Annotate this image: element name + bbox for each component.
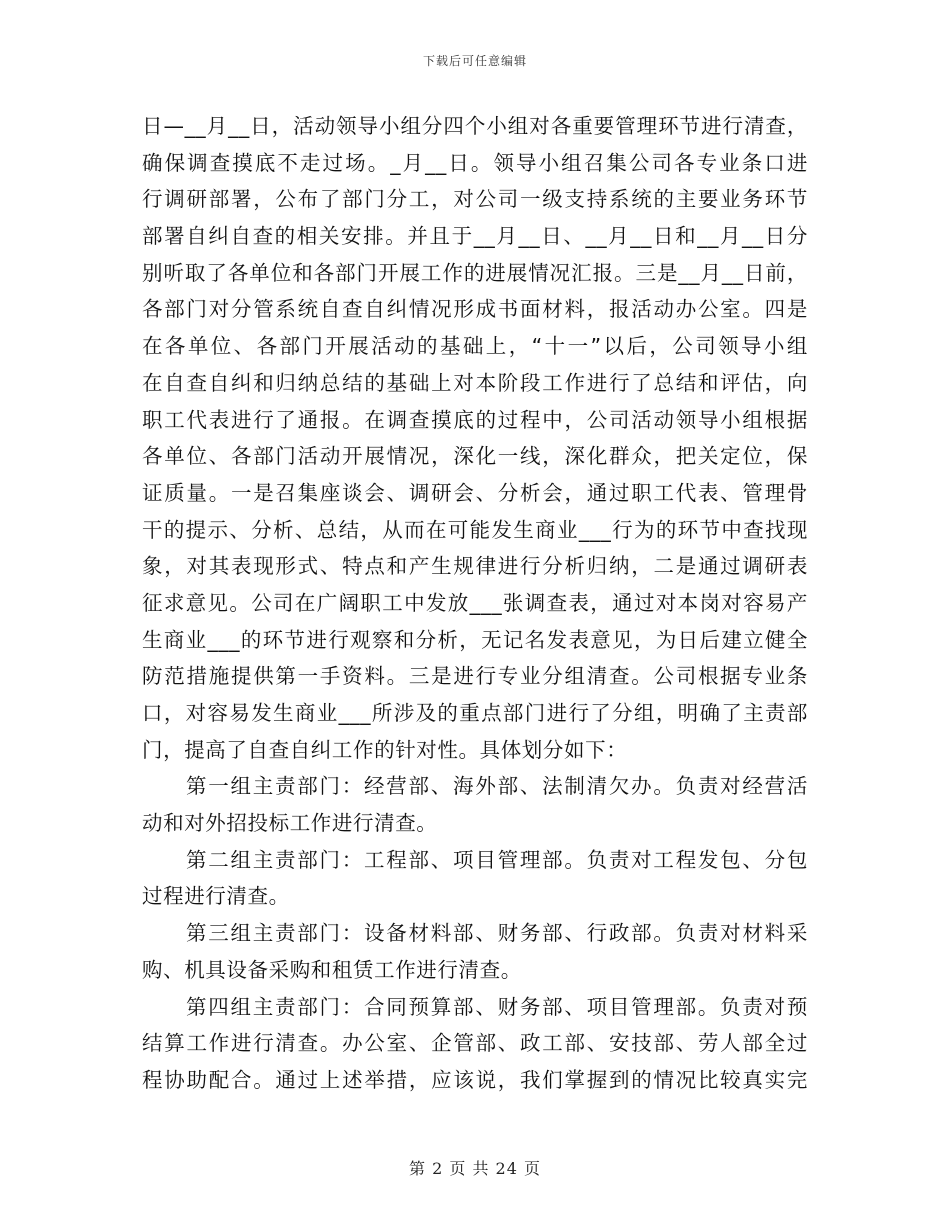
- body-line: 确保调查摸底不走过场。_月__日。领导小组召集公司各专业条口进: [142, 150, 808, 175]
- page-header: 下载后可任意编辑: [422, 54, 527, 68]
- body-line: 结算工作进行清查。办公室、企管部、政工部、安技部、劳人部全过: [142, 1031, 808, 1056]
- body-line: 第四组主责部门：合同预算部、财务部、项目管理部。负责对预: [186, 994, 808, 1019]
- body-line: 第一组主责部门：经营部、海外部、法制清欠办。负责对经营活: [186, 774, 808, 799]
- body-line: 各部门对分管系统自查自纠情况形成书面材料，报活动办公室。四是: [142, 297, 808, 322]
- body-line: 干的提示、分析、总结，从而在可能发生商业___行为的环节中查找现: [142, 517, 808, 542]
- body-line: 动和对外招投标工作进行清查。: [142, 811, 438, 836]
- body-line: 象，对其表现形式、特点和产生规律进行分析归纳，二是通过调研表: [142, 554, 808, 579]
- body-line: 征求意见。公司在广阔职工中发放___张调查表，通过对本岗对容易产: [142, 590, 808, 615]
- document-body: [142, 108, 808, 1099]
- body-line: 各单位、各部门活动开展情况，深化一线，深化群众，把关定位，保: [142, 444, 808, 469]
- body-line: 第三组主责部门：设备材料部、财务部、行政部。负责对材料采: [186, 921, 808, 946]
- body-line: 生商业___的环节进行观察和分析，无记名发表意见，为日后建立健全: [142, 627, 808, 652]
- body-line: 证质量。一是召集座谈会、调研会、分析会，通过职工代表、管理骨: [142, 480, 808, 505]
- body-line: 别听取了各单位和各部门开展工作的进展情况汇报。三是__月__日前，: [142, 260, 808, 285]
- body-line: 过程进行清查。: [142, 884, 290, 909]
- page-footer: 第 2 页 共 24 页: [409, 1159, 541, 1178]
- body-line: 在自查自纠和归纳总结的基础上对本阶段工作进行了总结和评估，向: [142, 370, 808, 395]
- body-line: 口，对容易发生商业___所涉及的重点部门进行了分组，明确了主责部: [142, 701, 808, 725]
- body-line: 第二组主责部门：工程部、项目管理部。负责对工程发包、分包: [186, 847, 808, 872]
- body-line: 购、机具设备采购和租赁工作进行清查。: [142, 957, 522, 982]
- body-line: 职工代表进行了通报。在调查摸底的过程中，公司活动领导小组根据: [142, 407, 808, 432]
- body-line: 部署自纠自查的相关安排。并且于__月__日、__月__日和__月__日分: [142, 224, 808, 249]
- body-line: 日—__月__日，活动领导小组分四个小组对各重要管理环节进行清查，: [142, 114, 808, 138]
- body-line: 程协助配合。通过上述举措，应该说，我们掌握到的情况比较真实完: [142, 1067, 808, 1092]
- body-line: 行调研部署，公布了部门分工，对公司一级支持系统的主要业务环节: [142, 187, 808, 212]
- body-line: 门，提高了自查自纠工作的针对性。具体划分如下：: [142, 737, 628, 762]
- body-line: 防范措施提供第一手资料。三是进行专业分组清查。公司根据专业条: [142, 664, 808, 689]
- body-line: 在各单位、各部门开展活动的基础上，“十一”以后，公司领导小组: [142, 334, 808, 359]
